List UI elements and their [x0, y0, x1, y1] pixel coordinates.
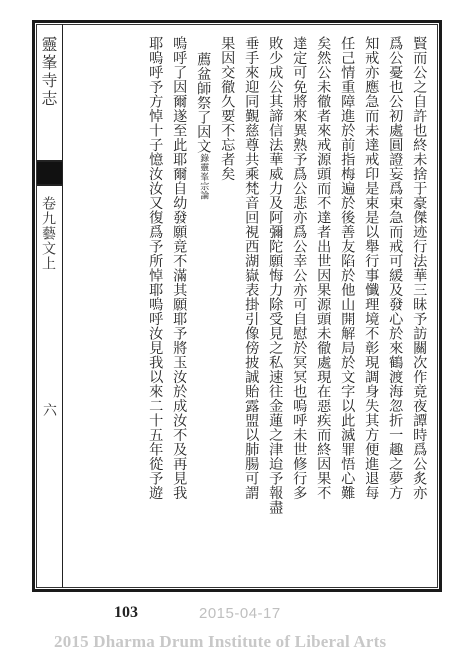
- banxin-title: 靈峯寺志: [39, 36, 58, 108]
- text-column-4: 任己情重障進於前指梅遍於後善友陷於他山開解局於文字以此滅罪悟心難: [339, 36, 356, 500]
- banxin-section: 卷九藝文上: [40, 196, 56, 271]
- text-column-1: 賢而公之自許也終未捨于豪傑迹行法華三昧予訪關次作竟夜譚時爲公炙亦: [411, 36, 428, 500]
- page-number: 103: [114, 604, 138, 621]
- fishtail-mark: [37, 160, 62, 186]
- text-column-6: 達定可免將來異熟予爲公悲亦爲公幸公亦可自慰於冥冥也嗚呼未世修行多: [291, 36, 308, 500]
- scan-date: 2015-04-17: [199, 605, 281, 622]
- text-column-3: 知戒亦應急而未達戒印是束是以舉行事懺理境不彰現調身失其方便進退每: [363, 36, 380, 500]
- text-column-10: 嗚呼了因爾遂至此耶爾自幼發願竟不滿其願耶予將玉汝於成汝不及再見我: [171, 36, 188, 500]
- section-heading: [196, 52, 210, 200]
- watermark: 2015 Dharma Drum Institute of Liberal Arts: [54, 632, 387, 651]
- banxin-divider: [62, 24, 63, 588]
- text-column-8: 垂手來迎同覲慈尊共乘梵音回視西湖嶽表掛引像傍披誠貽露盟以肺腸可謂: [243, 36, 260, 500]
- text-column-11: 耶嗚呼予方悼十子憶汝汝又復爲予所悼耶嗚呼汝見我以來二十五年從予遊: [147, 36, 164, 500]
- text-column-7: 敗少成公其諦信法華威力及阿彌陀願悔力除受見之私速往金蓮之津迨予報盡: [267, 36, 284, 515]
- heading-note: 錄靈峯宗論: [198, 153, 209, 200]
- heading-text: 薦盆師祭了因文: [195, 52, 212, 154]
- text-column-9: 果因交徹久要不忘者矣: [219, 36, 236, 181]
- text-column-5: 矣然公未徹者來戒源頭而不達者出世因果源頭未徹處現在惡疾而終因果不: [315, 36, 332, 500]
- text-column-2: 爲公憂也公初處圓證妄爲束急而戒可緩及發心於來鶴渡海忽折一趣之夢方: [387, 36, 404, 500]
- folio-number: 六: [43, 403, 57, 419]
